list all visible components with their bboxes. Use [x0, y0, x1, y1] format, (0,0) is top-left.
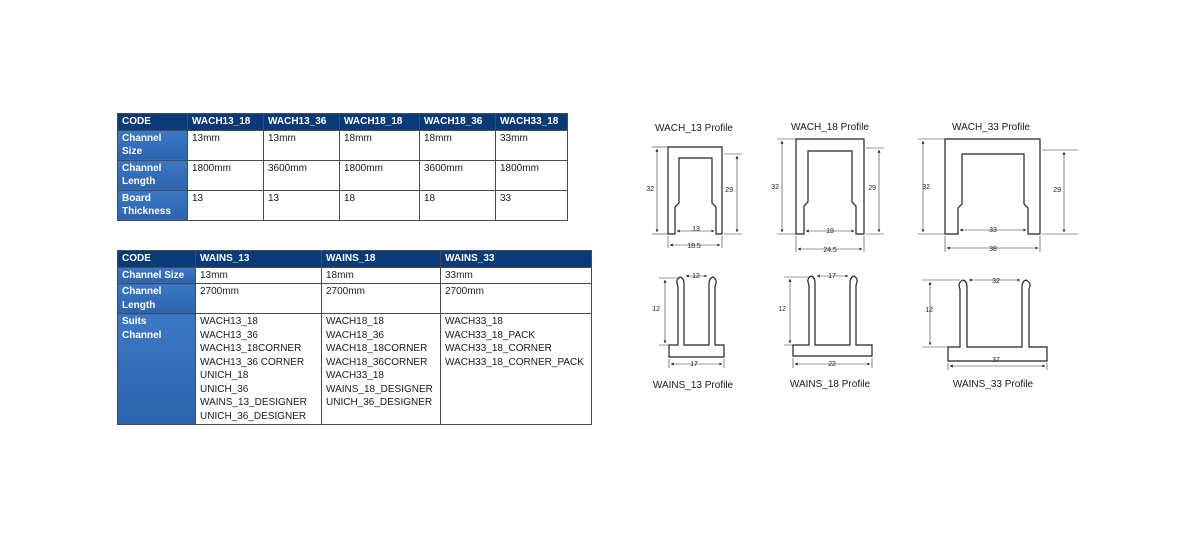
- table-cell: 1800mm: [340, 160, 420, 190]
- table-cell: 18mm: [340, 130, 420, 160]
- header-cell: WAINS_18: [322, 251, 441, 268]
- table-cell: WACH33_18 WACH33_18_PACK WACH33_18_CORNER WACH33_18_CORNER_PACK: [441, 314, 592, 425]
- wach13-height-label: 32: [646, 186, 654, 193]
- row-label: Channel Size: [118, 267, 196, 284]
- table-cell: 2700mm: [441, 284, 592, 314]
- table-cell: 18mm: [322, 267, 441, 284]
- table-cell: 2700mm: [196, 284, 322, 314]
- wains13-title: WAINS_13 Profile: [652, 380, 734, 391]
- table-cell: 13mm: [188, 130, 264, 160]
- table-cell: 13: [188, 190, 264, 220]
- wach33-outer-width-label: 38: [989, 246, 997, 253]
- wains18-top-width-label: 17: [828, 273, 836, 280]
- wach33-profile-drawing: [918, 122, 1078, 253]
- header-cell: WAINS_13: [196, 251, 322, 268]
- wains33-top-width-label: 32: [992, 278, 1000, 285]
- table-cell: 3600mm: [420, 160, 496, 190]
- table-cell: 2700mm: [322, 284, 441, 314]
- wach18-height-label: 32: [771, 184, 779, 191]
- table-cell: WACH18_18 WACH18_36 WACH18_18CORNER WACH18_36CORNER WACH33_18 WAINS_18_DESIGNER UNICH_36_DESIGNER: [322, 314, 441, 425]
- wains13-height-label: 12: [652, 306, 660, 313]
- wains13-profile-drawing: [652, 273, 733, 391]
- wains13-base-width-label: 17: [690, 361, 698, 368]
- wains18-height-label: 12: [778, 306, 786, 313]
- header-cell: WAINS_33: [441, 251, 592, 268]
- wach13-outer-width-label: 18.5: [687, 243, 701, 250]
- wains33-title: WAINS_33 Profile: [952, 379, 1034, 390]
- row-label: Suits Channel: [118, 314, 196, 425]
- wach18-inner-width-label: 19: [826, 228, 834, 235]
- wach13-inner-width-label: 13: [692, 226, 700, 233]
- wach18-outer-width-label: 24.5: [823, 247, 837, 254]
- wains33-height-label: 12: [925, 307, 933, 314]
- wains18-base-width-label: 22: [828, 361, 836, 368]
- wach33-title: WACH_33 Profile: [952, 122, 1030, 133]
- table-cell: 1800mm: [496, 160, 568, 190]
- table-cell: 33mm: [441, 267, 592, 284]
- header-cell: WACH13_18: [188, 114, 264, 131]
- table-cell: 18: [420, 190, 496, 220]
- header-cell: WACH18_36: [420, 114, 496, 131]
- table-cell: 3600mm: [264, 160, 340, 190]
- table-cell: 33: [496, 190, 568, 220]
- row-label: Channel Length: [118, 284, 196, 314]
- wach18-inner-height-label: 29: [868, 185, 876, 192]
- wach13-profile-drawing: [646, 123, 742, 250]
- header-cell: WACH33_18: [496, 114, 568, 131]
- table-cell: 33mm: [496, 130, 568, 160]
- wach18-title: WACH_18 Profile: [791, 122, 869, 133]
- wach18-profile-drawing: [771, 122, 884, 254]
- wach13-title: WACH_13 Profile: [655, 123, 733, 134]
- wains33-profile-drawing: [922, 278, 1047, 390]
- table-cell: 13: [264, 190, 340, 220]
- wach33-inner-width-label: 33: [989, 227, 997, 234]
- wains18-title: WAINS_18 Profile: [789, 379, 871, 390]
- row-label: Channel Size: [118, 130, 188, 160]
- wach13-inner-height-label: 29: [725, 187, 733, 194]
- wains33-base-width-label: 37: [992, 357, 1000, 364]
- wains18-profile-drawing: [778, 273, 872, 390]
- header-cell: CODE: [118, 251, 196, 268]
- row-label: Channel Length: [118, 160, 188, 190]
- header-cell: WACH13_36: [264, 114, 340, 131]
- table-cell: 18mm: [420, 130, 496, 160]
- table-cell: 13mm: [196, 267, 322, 284]
- table-cell: 1800mm: [188, 160, 264, 190]
- wach33-inner-height-label: 29: [1053, 187, 1061, 194]
- row-label: Board Thickness: [118, 190, 188, 220]
- header-cell: CODE: [118, 114, 188, 131]
- wach33-height-label: 32: [922, 184, 930, 191]
- table-cell: 13mm: [264, 130, 340, 160]
- wains13-top-width-label: 12: [692, 273, 700, 280]
- table-cell: WACH13_18 WACH13_36 WACH13_18CORNER WACH13_36 CORNER UNICH_18 UNICH_36 WAINS_13_DESIGNER UNICH_36_DESIGNER: [196, 314, 322, 425]
- header-cell: WACH18_18: [340, 114, 420, 131]
- table-cell: 18: [340, 190, 420, 220]
